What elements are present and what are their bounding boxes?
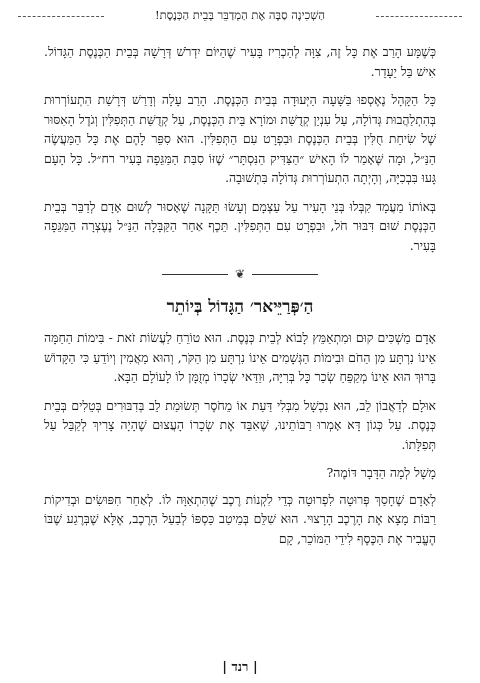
section-heading: הַ׳פְּרַיֵּיאר׳ הַגָּדוֹל בְּיוֹתֵר [166, 297, 314, 317]
divider-line-right [252, 274, 318, 275]
section-paragraph-1: אָדָם מַשְׁכִּים קוּם וּמִתְאַמֵּץ לָבוֹא לְבֵית כְּנֶסֶת. הוּא טוֹרֵחַ לַעֲשׂוֹת זֹאת - בִּימוֹת הַחַמָּה אֵינוֹ נִרְתָּע מִן הַחֹם וּבִימוֹת הַגְּשָׁמִים אֵינוֹ נִרְתָּע מִן הַקֹּר, וְהוּא מַאֲמִין וְיוֹדֵעַ כִּי הַקָּדוֹשׁ בָּרוּךְ הוּא אֵינוֹ מְקַפֵּחַ שְׂכַר כָּל בְּרִיָּה, וּוַדַּאי שְׂכָרוֹ מְזֻמָּן לוֹ לָעוֹלָם הַבָּא. [44, 330, 436, 384]
running-header-title: הַשְׁכִינָה סַבָּה אֶת הַמְדַבֵּר בְּבֵית הַכְּנֶסֶת! [154, 8, 326, 22]
header-dash-left [18, 16, 104, 17]
section-divider [44, 264, 436, 286]
paragraph-1: כְּשֶׁמָּע הָרַב אֶת כָּל זֶה, צִוָּה לְהַכְרִיז בָּעִיר שֶׁהַיּוֹם יִדְרֹשׁ דְּרָשָׁה בְּבֵית הַכְּנֶסֶת הַגָּדוֹל. אִישׁ בַּל יֵעָדֵר. [44, 44, 436, 79]
page-body [44, 42, 436, 557]
page-number: | רנד | [222, 660, 258, 675]
paragraph-2: כָּל הַקָּהָל נֶאֶסְפוּ בַּשָּׁעָה הַיְּעוּדָה בְּבֵית הַכְּנֶסֶת. הָרַב עָלָה וְדָרַשׁ דְּרָשַׁת הִתְעוֹרְרוּת בְּהִתְלַהֲבוּת גְּדוֹלָה, עַל עִנְיַן קְדֻשַּׁת וּמוֹרָא בֵּית הַכְּנֶסֶת, עַל קְדֻשַּׁת הַתְּפִלִּין וְגֹדֶל הָאִסּוּר שֶׁל שִׂיחַת חֻלִּין בְּבֵית הַכְּנֶסֶת וּבִפְרָט עִם הַתְּפִלִּין. הוּא סִפֵּר לָהֶם אֶת כָּל הַמַּעֲשֶׂה הַנַּ״ל, וּמָה שֶּׁאָמַר לוֹ הָאִישׁ ״הַצַּדִּיק הַנִּסְתָּר״ שֶׁזּוֹ סִבַּת הַמַּגֵּפָה בָּעִיר רח״ל. כָּל הָעָם גָּעוּ בִּבְכִיָּה, וְהָיְתָה הִתְעוֹרְרוּת גְּדוֹלָה בִּתְשׁוּבָה. [44, 92, 436, 185]
section-paragraph-3: לְאָדָם שֶׁחָסַךְ פְּרוּטָה לִפְרוּטָה כְּדֵי לִקְנוֹת רֶכֶב שֶׁהִתְאַוָּה לוֹ. לְאַחַר חִפּוּשִׂים וּבְדִיקוֹת רַבּוֹת מָצָא אֶת הָרֶכֶב הָרָצוּי. הוּא שִׁלֵּם בְּמֵיטַב כַּסְפּוֹ לְבַעַל הָרֶכֶב, אֶלָּא שֶׁבְּרֶגַע שֶׁבּוֹ הֶעֱבִיר אֶת הַכֶּסֶף לִידֵי הַמּוֹכֵר, קָם [44, 491, 436, 546]
divider-ornament-icon: ❦ [234, 267, 246, 281]
section-question: מָשָׁל לְמָה הַדָּבָר דּוֹמֶה? [326, 465, 436, 480]
header-dash-right [376, 16, 462, 17]
divider-line-left [162, 274, 228, 275]
running-header [18, 6, 462, 28]
paragraph-3: בְּאוֹתוֹ מַעֲמָד קִבְּלוּ בְּנֵי הָעִיר עַל עַצְמָם וְעָשׂוּ תַּקָּנָה שֶׁאָסוּר לְשׁוּם אָדָם לְדַבֵּר בְּבֵית הַכְּנֶסֶת שׁוּם דִּבּוּר חֹל, וּבִפְרָט עִם הַתְּפִלִּין. תֵּכֶף אַחַר הַקַּבָּלָה הַנַּ״ל נֶעֶצְרָה הַמַּגֵּפָה בָּעִיר. [44, 198, 436, 253]
section-paragraph-2: אוּלָם לְדַאֲבוֹן לֵב, הוּא נִכְשָׁל מִבְּלִי דַּעַת אוֹ מֵחֹסֶר תְּשׂוּמַת לֵב בְּדִבּוּרִים בְּטֵלִים בְּבֵית כְּנֶסֶת. עַל כְּגוֹן דָּא אָמְרוּ רַבּוֹתֵינוּ, שֶׁאִבֵּד אֶת שְׂכָרוֹ הָעֲצוּם שֶׁהָיָה צָרִיךְ לְקַבֵּל עַל תְּפִלָּתוֹ. [44, 397, 436, 452]
